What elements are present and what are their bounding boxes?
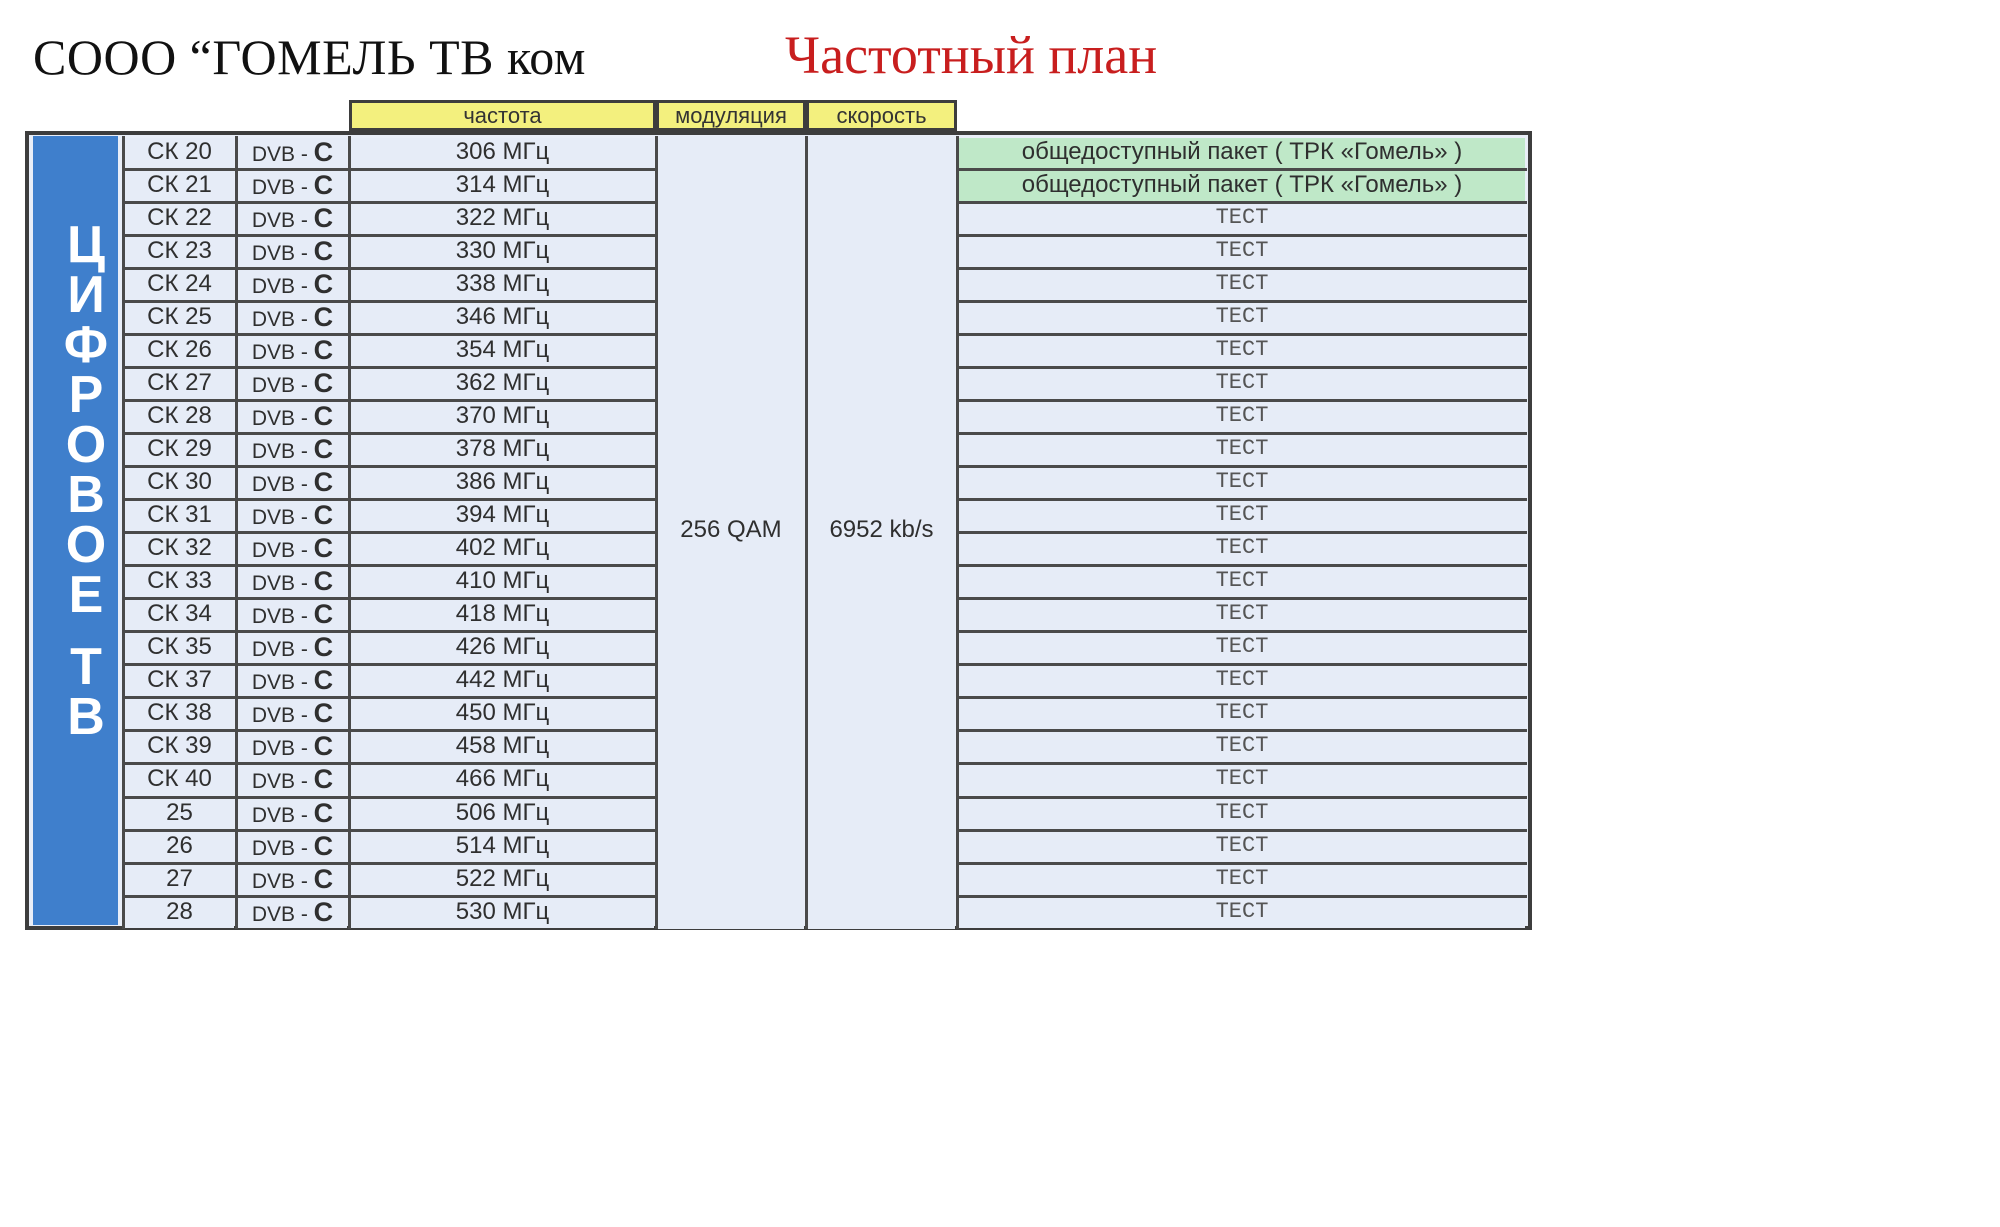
frequency-cell: 386 МГц: [351, 468, 654, 498]
standard-cell: [238, 171, 347, 201]
channel-note-cell: ТЕСТ: [959, 832, 1525, 862]
frequency-cell: 378 МГц: [351, 435, 654, 465]
channel-note-cell: ТЕСТ: [959, 303, 1525, 333]
standard-cell: [238, 898, 347, 928]
channel-note-cell: ТЕСТ: [959, 600, 1525, 630]
company-title: СООО “ГОМЕЛЬ ТВ ком: [33, 29, 586, 85]
side-label-letter: Е: [68, 566, 104, 624]
channel-note-cell: ТЕСТ: [959, 799, 1525, 829]
header-frequency: частота: [349, 100, 656, 131]
channel-note-cell: ТЕСТ: [959, 865, 1525, 895]
channel-cell: СК 37: [125, 666, 234, 696]
standard-suffix: C: [313, 566, 334, 597]
standard-suffix: C: [313, 367, 334, 398]
channel-note-cell: ТЕСТ: [959, 501, 1525, 531]
channel-note-cell: ТЕСТ: [959, 468, 1525, 498]
channel-cell: СК 33: [125, 567, 234, 597]
standard-cell: [238, 633, 347, 663]
standard-suffix: C: [313, 797, 334, 828]
channel-cell: СК 28: [125, 402, 234, 432]
side-label-letter: В: [67, 466, 105, 524]
standard-prefix: DVB -: [251, 539, 314, 563]
channel-cell: СК 26: [125, 336, 234, 366]
channel-cell: СК 27: [125, 369, 234, 399]
frequency-cell: 322 МГц: [351, 204, 654, 234]
standard-suffix: C: [313, 301, 334, 332]
channel-note-cell: ТЕСТ: [959, 237, 1525, 267]
channel-cell: СК 29: [125, 435, 234, 465]
channel-note-cell: ТЕСТ: [959, 898, 1525, 928]
standard-prefix: DVB -: [251, 869, 314, 893]
side-label-letter: Ф: [63, 316, 109, 374]
standard-suffix: C: [313, 731, 334, 762]
side-label-letter: О: [65, 516, 107, 574]
standard-cell: [238, 832, 347, 862]
standard-suffix: C: [313, 169, 334, 200]
standard-cell: [238, 666, 347, 696]
modulation-value: 256 QAM: [658, 136, 804, 929]
side-label-letter: Ц: [67, 216, 105, 274]
standard-prefix: DVB -: [251, 208, 314, 232]
channel-note-cell: ТЕСТ: [959, 204, 1525, 234]
standard-cell: [238, 303, 347, 333]
frequency-cell: 346 МГц: [351, 303, 654, 333]
frequency-cell: 442 МГц: [351, 666, 654, 696]
standard-prefix: DVB -: [251, 605, 314, 629]
standard-prefix: DVB -: [251, 439, 314, 463]
standard-cell: [238, 799, 347, 829]
standard-prefix: DVB -: [251, 406, 314, 430]
standard-suffix: C: [313, 533, 334, 564]
channel-note-cell: общедоступный пакет ( ТРК «Гомель» ): [959, 171, 1525, 201]
channel-note-cell: ТЕСТ: [959, 336, 1525, 366]
standard-suffix: C: [313, 764, 334, 795]
standard-suffix: C: [313, 500, 334, 531]
standard-suffix: C: [313, 235, 334, 266]
standard-suffix: C: [313, 467, 334, 497]
standard-suffix: C: [313, 632, 334, 663]
frequency-cell: 522 МГц: [351, 865, 654, 895]
channel-cell: СК 34: [125, 600, 234, 630]
standard-suffix: C: [313, 830, 334, 861]
standard-suffix: C: [313, 863, 334, 894]
frequency-cell: 514 МГц: [351, 832, 654, 862]
channel-cell: СК 21: [125, 171, 234, 201]
channel-cell: СК 31: [125, 501, 234, 531]
standard-suffix: C: [313, 136, 334, 167]
frequency-cell: 306 МГц: [351, 138, 654, 168]
standard-prefix: DVB -: [251, 241, 314, 265]
standard-suffix: C: [313, 599, 334, 630]
standard-prefix: DVB -: [251, 671, 314, 695]
standard-suffix: C: [313, 268, 334, 299]
standard-prefix: DVB -: [251, 274, 314, 298]
standard-cell: [238, 204, 347, 234]
channel-note-cell: ТЕСТ: [959, 765, 1525, 795]
channel-cell: СК 38: [125, 699, 234, 729]
standard-prefix: DVB -: [251, 373, 314, 397]
standard-cell: [238, 237, 347, 267]
standard-suffix: C: [313, 400, 334, 431]
standard-suffix: C: [313, 698, 334, 729]
standard-prefix: DVB -: [251, 737, 314, 761]
frequency-cell: 450 МГц: [351, 699, 654, 729]
channel-cell: СК 23: [125, 237, 234, 267]
frequency-cell: 330 МГц: [351, 237, 654, 267]
frequency-cell: 426 МГц: [351, 633, 654, 663]
standard-prefix: DVB -: [251, 803, 314, 827]
frequency-cell: 354 МГц: [351, 336, 654, 366]
channel-cell: СК 25: [125, 303, 234, 333]
standard-cell: [238, 534, 347, 564]
frequency-cell: 338 МГц: [351, 270, 654, 300]
channel-note-cell: ТЕСТ: [959, 369, 1525, 399]
standard-cell: [238, 567, 347, 597]
standard-prefix: DVB -: [251, 506, 314, 530]
standard-cell: [238, 369, 347, 399]
side-label-letter: И: [67, 266, 105, 324]
channel-note-cell: ТЕСТ: [959, 699, 1525, 729]
frequency-cell: 466 МГц: [351, 765, 654, 795]
channel-cell: СК 39: [125, 732, 234, 762]
standard-suffix: C: [313, 202, 334, 233]
channel-note-cell: ТЕСТ: [959, 666, 1525, 696]
standard-cell: [238, 468, 347, 498]
channel-cell: 25: [125, 799, 234, 829]
channel-note-cell: ТЕСТ: [959, 270, 1525, 300]
channel-cell: СК 30: [125, 468, 234, 498]
frequency-cell: 458 МГц: [351, 732, 654, 762]
standard-cell: [238, 732, 347, 762]
standard-prefix: DVB -: [251, 175, 314, 199]
channel-cell: СК 40: [125, 765, 234, 795]
channel-note-cell: общедоступный пакет ( ТРК «Гомель» ): [959, 138, 1525, 168]
standard-cell: [238, 270, 347, 300]
channel-cell: СК 20: [125, 138, 234, 168]
standard-suffix: C: [313, 896, 334, 927]
standard-suffix: C: [313, 665, 334, 696]
standard-prefix: DVB -: [251, 902, 314, 926]
frequency-cell: 530 МГц: [351, 898, 654, 928]
side-label-letter: О: [65, 416, 107, 474]
channel-cell: 27: [125, 865, 234, 895]
channel-cell: СК 22: [125, 204, 234, 234]
standard-prefix: DVB -: [251, 340, 314, 364]
standard-suffix: C: [313, 334, 334, 365]
channel-cell: СК 24: [125, 270, 234, 300]
side-label-letter: Р: [68, 366, 104, 424]
channel-note-cell: ТЕСТ: [959, 534, 1525, 564]
standard-prefix: DVB -: [251, 142, 314, 166]
channel-cell: 28: [125, 898, 234, 928]
standard-cell: [238, 501, 347, 531]
standard-prefix: DVB -: [251, 572, 314, 596]
standard-prefix: DVB -: [251, 704, 314, 728]
standard-prefix: DVB -: [251, 836, 314, 860]
standard-prefix: DVB -: [251, 307, 314, 331]
side-label-letter: Т: [70, 638, 102, 696]
standard-prefix: DVB -: [251, 770, 314, 794]
page-title: Частотный план: [785, 25, 1158, 85]
standard-cell: [238, 435, 347, 465]
frequency-cell: 402 МГц: [351, 534, 654, 564]
header-speed: скорость: [806, 100, 957, 131]
channel-note-cell: ТЕСТ: [959, 402, 1525, 432]
frequency-cell: 506 МГц: [351, 799, 654, 829]
side-label-letter: В: [67, 688, 105, 746]
standard-cell: [238, 402, 347, 432]
frequency-cell: 418 МГц: [351, 600, 654, 630]
channel-cell: СК 35: [125, 633, 234, 663]
channel-note-cell: ТЕСТ: [959, 633, 1525, 663]
frequency-cell: 362 МГц: [351, 369, 654, 399]
header-modulation: модуляция: [656, 100, 806, 131]
standard-cell: [238, 600, 347, 630]
frequency-cell: 410 МГц: [351, 567, 654, 597]
speed-value: 6952 kb/s: [808, 136, 955, 929]
standard-cell: [238, 336, 347, 366]
standard-cell: [238, 765, 347, 795]
standard-prefix: DVB -: [251, 638, 314, 662]
standard-cell: [238, 699, 347, 729]
channel-note-cell: ТЕСТ: [959, 435, 1525, 465]
channel-note-cell: ТЕСТ: [959, 732, 1525, 762]
standard-cell: [238, 865, 347, 895]
channel-cell: 26: [125, 832, 234, 862]
frequency-cell: 370 МГц: [351, 402, 654, 432]
channel-cell: СК 32: [125, 534, 234, 564]
frequency-cell: 394 МГц: [351, 501, 654, 531]
standard-suffix: C: [313, 433, 334, 464]
channel-note-cell: ТЕСТ: [959, 567, 1525, 597]
standard-prefix: DVB -: [251, 473, 314, 496]
side-label: [56, 216, 116, 746]
standard-cell: [238, 138, 347, 168]
frequency-cell: 314 МГц: [351, 171, 654, 201]
